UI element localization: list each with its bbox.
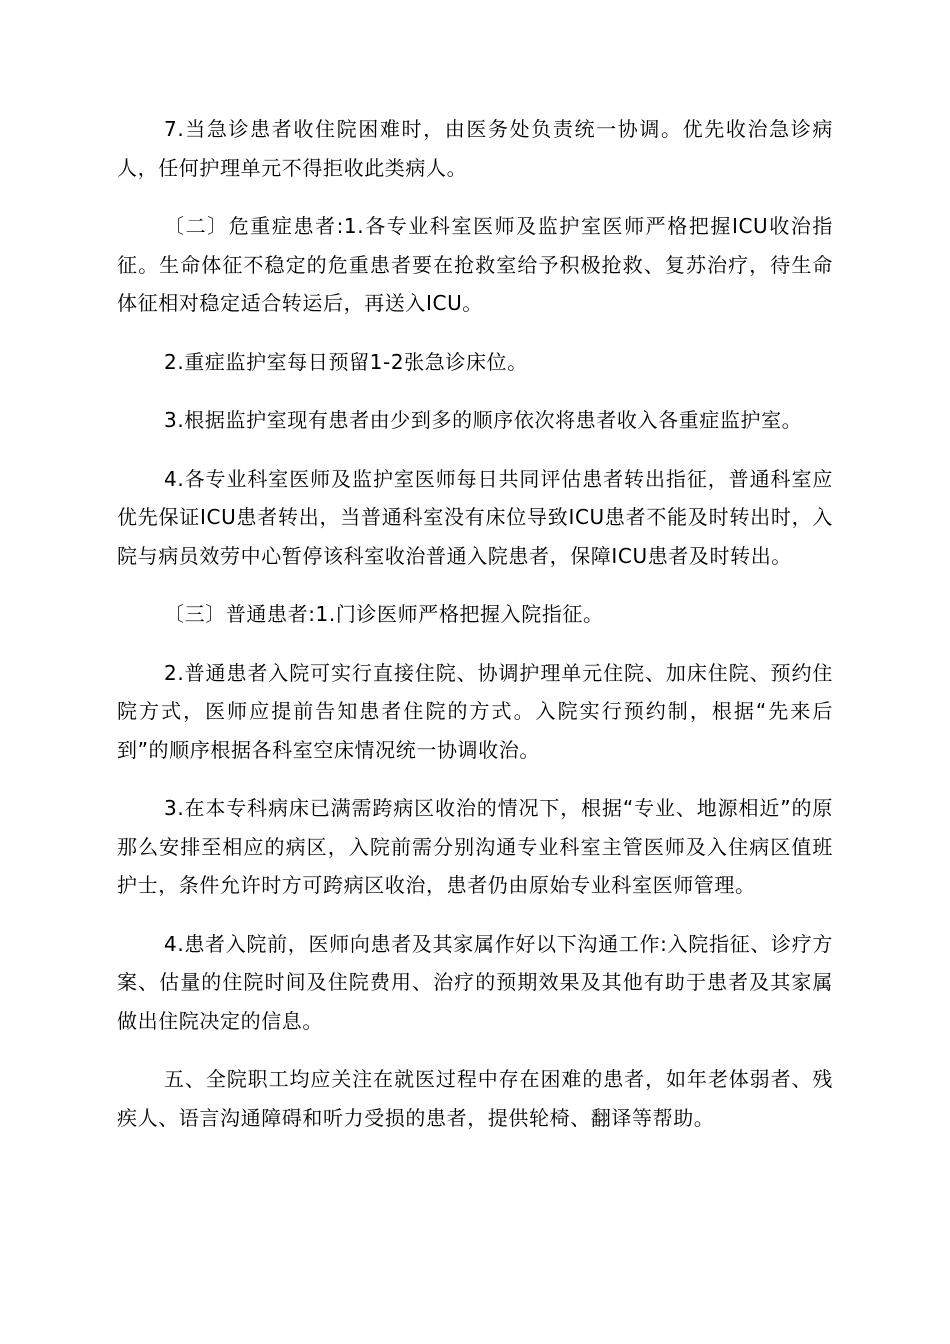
- document-body: [117, 110, 833, 1157]
- paragraph-staff-assistance: 五、全院职工均应关注在就医过程中存在困难的患者，如年老体弱者、残疾人、语言沟通障碍和听力受损的患者，提供轮椅、翻译等帮助。: [117, 1067, 833, 1130]
- paragraph-admission-methods: 2.普通患者入院可实行直接住院、协调护理单元住院、加床住院、预约住院方式，医师应提前告知患者住院的方式。入院实行预约制，根据“先来后到”的顺序根据各科室空床情况统一协调收治。: [117, 660, 833, 762]
- paragraph-icu-admission-order: 3.根据监护室现有患者由少到多的顺序依次将患者收入各重症监护室。: [164, 408, 803, 432]
- paragraph-icu-transfer-out: 4.各专业科室医师及监护室医师每日共同评估患者转出指征，普通科室应优先保证ICU患者转出，当普通科室没有床位导致ICU患者不能及时转出时，入院与病员效劳中心暂停该科室收治普通入院患者，保障ICU患者及时转出。: [117, 466, 833, 568]
- paragraph-icu-reserved-beds: 2.重症监护室每日预留1-2张急诊床位。: [164, 349, 528, 374]
- paragraph-critical-patients: 〔二〕危重症患者:1.各专业科室医师及监护室医师严格把握ICU收治指征。生命体征不稳定的危重患者要在抢救室给予积极抢救、复苏治疗，待生命体征相对稳定适合转运后，再送入ICU。: [117, 214, 833, 315]
- paragraph-emergency-admission: 7.当急诊患者收住院困难时，由医务处负责统一协调。优先收治急诊病人，任何护理单元不得拒收此类病人。: [117, 117, 833, 180]
- paragraph-general-patients: 〔三〕普通患者:1.门诊医师严格把握入院指征。: [164, 602, 604, 626]
- paragraph-pre-admission-communication: 4.患者入院前，医师向患者及其家属作好以下沟通工作:入院指征、诊疗方案、估量的住院时间及住院费用、治疗的预期效果及其他有助于患者及其家属做出住院决定的信息。: [117, 931, 833, 1033]
- paragraph-cross-ward-admission: 3.在本专科病床已满需跨病区收治的情况下，根据“专业、地源相近”的原那么安排至相应的病区，入院前需分别沟通专业科室主管医师及入住病区值班护士，条件允许时方可跨病区收治，患者仍由原始专业科室医师管理。: [117, 796, 833, 897]
